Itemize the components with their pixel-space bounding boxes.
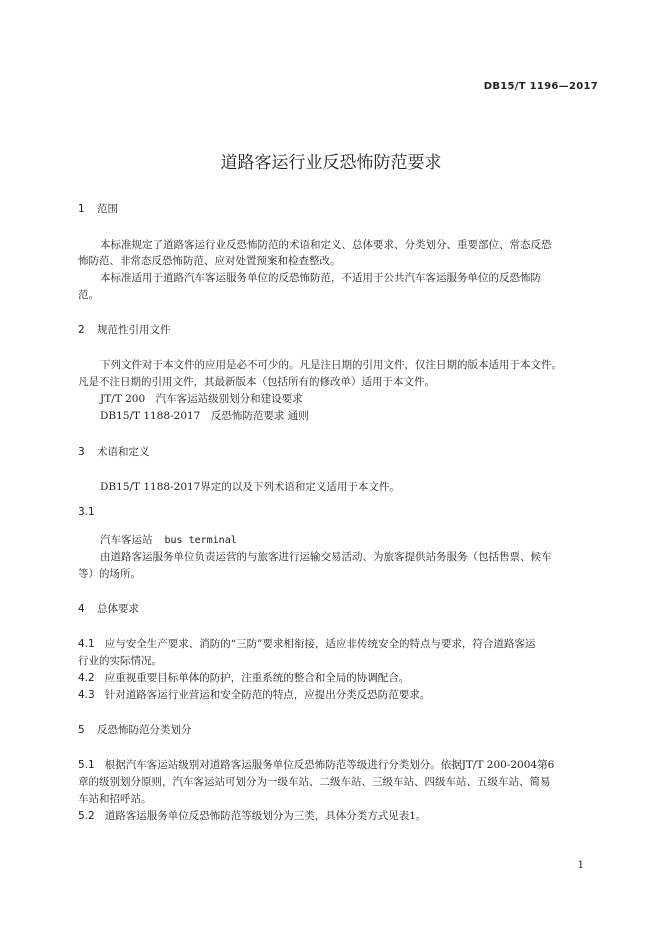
item-text: 针对道路客运行业营运和安全防范的特点，应提出分类反恐防范要求。 [104,689,431,701]
section-number: 1 [78,203,85,215]
page-number: 1 [577,860,584,871]
section-4-heading [78,601,139,616]
paragraph-line: 凡是不注日期的引用文件，其最新版本（包括所有的修改单）适用于本文件。 [78,376,435,388]
term-english: bus terminal [164,535,237,546]
reference-item: DB15/T 1188-2017 反恐怖防范要求 通则 [100,410,309,422]
section-number: 4 [78,603,85,615]
term-number: 3.1 [78,506,95,518]
item-number: 5.1 [78,759,95,771]
document-code: DB15/T 1196—2017 [483,81,598,92]
paragraph-line: 车站和招呼站。 [78,793,152,805]
list-item [78,636,535,651]
paragraph-line: 本标准规定了道路客运行业反恐怖防范的术语和定义、总体要求、分类划分、重要部位、常态反恐 [100,239,552,251]
section-title: 总体要求 [97,603,139,615]
list-item [78,808,426,823]
section-1-heading [78,201,118,216]
paragraph-line: 范。 [78,289,99,301]
paragraph-line: 行业的实际情况。 [78,655,162,667]
section-number: 2 [78,324,85,336]
paragraph-line: 本标准适用于道路汽车客运服务单位的反恐怖防范，不适用于公共汽车客运服务单位的反恐怖防 [100,272,541,284]
paragraph-line: 下列文件对于本文件的应用是必不可少的。凡是注日期的引用文件，仅注日期的版本适用于本文件。 [100,359,562,371]
section-title: 规范性引用文件 [97,324,171,336]
term-entry [100,532,237,547]
reference-item: JT/T 200 汽车客运站级别划分和建设要求 [100,393,303,405]
section-title: 范围 [97,203,118,215]
section-number: 5 [78,724,85,736]
section-2-heading [78,322,171,337]
section-number: 3 [78,446,85,458]
list-item [78,670,409,685]
item-text: 根据汽车客运站级别对道路客运服务单位反恐怖防范等级进行分类划分。依据JT/T 200-2004第6 [104,759,555,771]
item-text: 应与安全生产要求、消防的“三防”要求相衔接，适应非传统安全的特点与要求，符合道路客运 [104,638,536,650]
list-item [78,687,430,702]
list-item [78,757,554,772]
paragraph-line: 章的级别划分原则，汽车客运站可划分为一级车站、二级车站、三级车站、四级车站、五级车站、简易 [78,776,551,788]
page-title: 道路客运行业反恐怖防范要求 [220,153,442,173]
item-text: 道路客运服务单位反恐怖防范等级划分为三类，具体分类方式见表1。 [104,810,427,822]
section-title: 术语和定义 [97,446,150,458]
item-number: 4.3 [78,689,95,701]
section-5-heading [78,722,192,737]
item-number: 4.1 [78,638,95,650]
term-chinese: 汽车客运站 [100,534,153,546]
paragraph-line: 怖防范、非常态反恐怖防范、应对处置预案和检查整改。 [78,255,341,267]
section-3-heading [78,444,150,459]
paragraph-line: 由道路客运服务单位负责运营的与旅客进行运输交易活动、为旅客提供站务服务（包括售票、候车 [100,551,552,563]
item-text: 应重视重要目标单体的防护，注重系统的整合和全局的协调配合。 [104,672,410,684]
item-number: 5.2 [78,810,95,822]
paragraph-line: 等）的场所。 [78,568,141,580]
section-title: 反恐怖防范分类划分 [97,724,192,736]
item-number: 4.2 [78,672,95,684]
paragraph-line: DB15/T 1188-2017界定的以及下列术语和定义适用于本文件。 [100,481,400,493]
